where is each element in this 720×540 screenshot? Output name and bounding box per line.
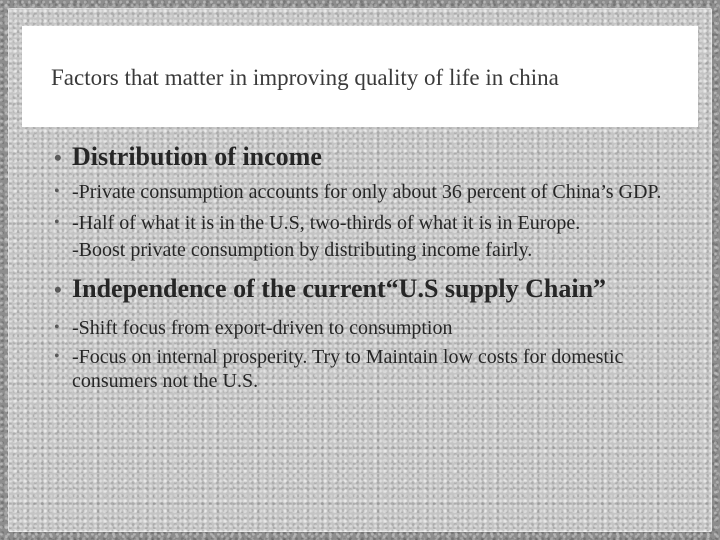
- bullet-icon: •: [54, 277, 62, 302]
- bullet-half-of-us: [54, 211, 694, 235]
- section-heading-distribution-of-income: [54, 142, 694, 172]
- slide-title: Factors that matter in improving quality of life in china: [51, 65, 559, 90]
- title-box: [22, 26, 698, 127]
- slide-content: [54, 142, 694, 393]
- bullet-icon: •: [54, 214, 60, 231]
- bullet-text: -Focus on internal prosperity. Try to Maintain low costs for domestic consumers not the U.S.: [72, 346, 624, 392]
- heading-text: Independence of the current“U.S supply Chain”: [72, 274, 607, 303]
- bullet-text: -Half of what it is in the U.S, two-thirds of what it is in Europe.: [72, 212, 581, 234]
- bullet-shift-focus: [54, 316, 694, 340]
- bullet-private-consumption: [54, 180, 694, 204]
- bullet-text: -Shift focus from export-driven to consumption: [72, 317, 453, 339]
- bullet-icon: •: [54, 348, 60, 365]
- bullet-icon: •: [54, 145, 62, 170]
- bullet-icon: •: [54, 183, 60, 200]
- bullet-internal-prosperity: [54, 345, 694, 393]
- continuation-boost-consumption: -Boost private consumption by distributing income fairly.: [72, 239, 533, 261]
- bullet-text: -Private consumption accounts for only about 36 percent of China’s GDP.: [72, 181, 662, 203]
- bullet-icon: •: [54, 319, 60, 336]
- heading-text: Distribution of income: [72, 142, 322, 171]
- section-heading-independence-supply-chain: [54, 274, 694, 304]
